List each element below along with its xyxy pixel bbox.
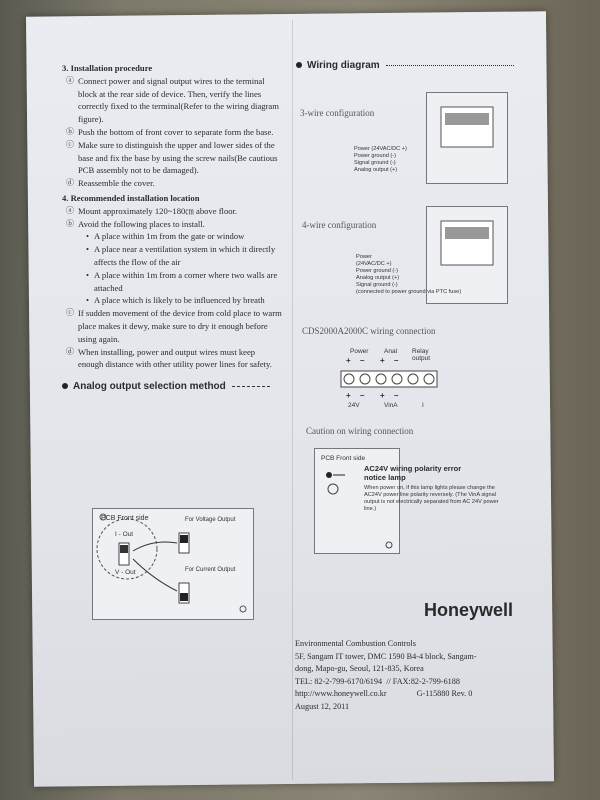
step-text: Make sure to distinguish the upper and lower sides of the base and fix the base by using the screw nails(Be cautious PCB assembly not to be damaged). [78,139,278,176]
step-marker: ⓑ [66,218,74,228]
caution-title: Caution on wiring connection [306,426,414,436]
caution-heading-1: AC24V wiring polarity error [364,464,462,473]
terminal-screws [445,227,489,239]
cds-sign-plus: + [380,391,385,400]
cds-sign-minus: – [360,391,365,400]
cds-sign-minus: – [360,356,365,365]
four-wire-labels [356,254,461,296]
analog-diagram-svg [93,509,253,619]
three-wire-device [426,92,508,184]
voltage-arrow [133,542,177,551]
step-marker: ⓑ [66,126,74,136]
bullet-icon: • [86,295,90,306]
label-power-voltage: (24VAC/DC +) [356,261,392,267]
step-item [62,177,282,190]
step-item [62,205,282,218]
avoid-text: A place within 1m from a corner where two walls are attached [94,269,278,293]
analog-output-diagram [92,508,254,620]
cds-terminal-diagram [340,348,450,412]
caution-heading-2: notice lamp [364,473,406,482]
step-marker: ⓐ [66,205,74,215]
analog-title: Analog output selection method [73,381,226,393]
label-power-ground: Power ground (-) [356,268,398,274]
cds-relay-head: Relay output [412,348,431,362]
i-out-label: I - Out [115,531,134,538]
screw-hole [240,606,246,612]
dashed-rule [232,386,270,387]
caution-pcb-label: PCB Front side [321,455,366,462]
cds-power-head: Power [350,348,369,355]
screw-icon [328,484,338,494]
avoid-item [62,269,282,295]
step-item [62,346,282,372]
step-item [62,126,282,139]
location-steps-2 [62,307,282,371]
footer-fax: // FAX:82-2-799-6188 [386,676,460,686]
terminal-screws [445,113,489,125]
caution-body: When power on, if this lamp lights please change the AC24V power line polarity reversely. (The VinA signal output is not electrically separated from AC 24V power line.) [364,485,499,512]
four-wire-title: 4-wire configuration [302,220,377,230]
label-power: Power [356,254,372,260]
footer-line3: dong, Mapo-gu, Seoul, 121-835, Korea [295,664,424,673]
step-text: Mount approximately 120~180㎝ above floor. [78,205,238,216]
step-text: Connect power and signal output wires to the terminal block at the rear side of device. Then, verify the lines correctly fixed to the terminal(Refer to the wiring diagram figure). [78,75,279,125]
current-jumper-cap [180,593,188,601]
cds-vina-label: VinA [384,402,398,409]
step-marker: ⓒ [66,308,74,318]
cds-anal-head: Anal [384,348,398,355]
footer-web: http://www.honeywell.co.kr [295,689,387,698]
cds-sign-plus: + [346,356,351,365]
screw-hole [386,542,392,548]
avoid-text: A place which is likely to be influenced by breath [94,295,265,306]
installation-title: 3. Installation procedure [62,63,153,73]
step-marker: ⓓ [66,178,74,188]
left-column [62,62,282,394]
current-arrow [133,559,177,591]
avoid-item [62,294,282,307]
step-text: Push the bottom of front cover to separate form the base. [78,126,274,137]
right-column [296,60,536,71]
bullet-icon [62,383,68,389]
step-item [62,139,282,177]
step-item [62,307,282,345]
cds-sign-plus: + [346,391,351,400]
footer-address [295,638,530,713]
footer-contact [295,676,530,689]
cds-sign-minus: – [394,356,399,365]
cds-sign-plus: + [380,356,385,365]
cds-24v-label: 24V [348,402,360,409]
dotted-rule [386,65,514,66]
voltage-output-label: For Voltage Output [185,517,236,523]
wiring-title: Wiring diagram [307,60,380,71]
analog-section-heading [62,381,282,394]
avoid-text: A place within 1m from the gate or window [94,231,245,242]
avoid-item [62,230,282,243]
terminal-block-svg [427,93,507,183]
jumper-cap [120,545,128,553]
bullet-icon: • [86,269,90,280]
label-analog-output: Analog output (+) [354,167,398,173]
three-wire-title: 3-wire configuration [300,108,375,118]
three-wire-labels [354,146,407,174]
cds-terminals-svg [340,370,450,390]
v-out-label: V - Out [115,569,136,576]
location-steps [62,205,282,231]
current-output-label: For Current Output [185,567,236,573]
wiring-heading [296,60,536,71]
caution-text [364,464,524,513]
notice-lamp-icon [326,472,332,478]
label-ptc-note: (connected to power ground via PTC fuse) [356,289,462,295]
paper-fold-line [292,20,293,780]
step-text: Reassemble the cover. [78,178,155,189]
bullet-icon: • [86,231,90,242]
footer-line1: Environmental Combustion Controls [295,639,416,648]
label-analog-output: Analog output (+) [356,275,400,281]
terminal-strip [341,371,437,387]
step-text: If sudden movement of the device from cold place to warm place makes it dewy, make sure to dry it enough before using again. [78,308,282,344]
cds-sign-minus: – [394,391,399,400]
pcb-front-label: PCB Front side [101,515,149,522]
footer-tel: TEL: 82-2-799-6170/6194 [295,676,383,686]
honeywell-logo: Honeywell [424,600,514,620]
cds-title: CDS2000A2000C wiring connection [302,326,436,336]
voltage-jumper-cap [180,535,188,543]
location-title: 4. Recommended installation location [62,192,200,203]
label-power-ground: Power ground (-) [354,153,396,159]
step-marker: ⓐ [66,75,74,85]
avoid-item [62,243,282,269]
bullet-icon: • [86,244,90,255]
bullet-icon [296,62,302,68]
step-marker: ⓒ [66,139,74,149]
avoid-text: A place near a ventilation system in which it directly affects the flow of the air [94,244,276,267]
footer-web-row [295,688,530,701]
footer-line2: 5F, Sangam IT tower, DMC 1590 B4-4 block, Sangam- [295,651,477,661]
step-text: When installing, power and output wires must keep enough distance with other utility power lines for safety. [78,346,272,370]
step-text: Avoid the following places to install. [78,218,205,229]
label-power: Power (24VAC/DC +) [354,146,407,152]
step-marker: ⓓ [66,346,74,356]
avoid-list [62,230,282,307]
step-item [62,218,282,231]
cds-relay-label: I [422,402,424,409]
label-signal-ground: Signal ground (-) [356,282,398,288]
footer-date: August 12, 2011 [295,701,350,711]
label-signal-ground: Signal ground (-) [354,160,396,166]
step-item [62,75,282,126]
installation-steps [62,75,282,190]
footer-doc: G-115880 Rev. 0 [416,689,473,698]
